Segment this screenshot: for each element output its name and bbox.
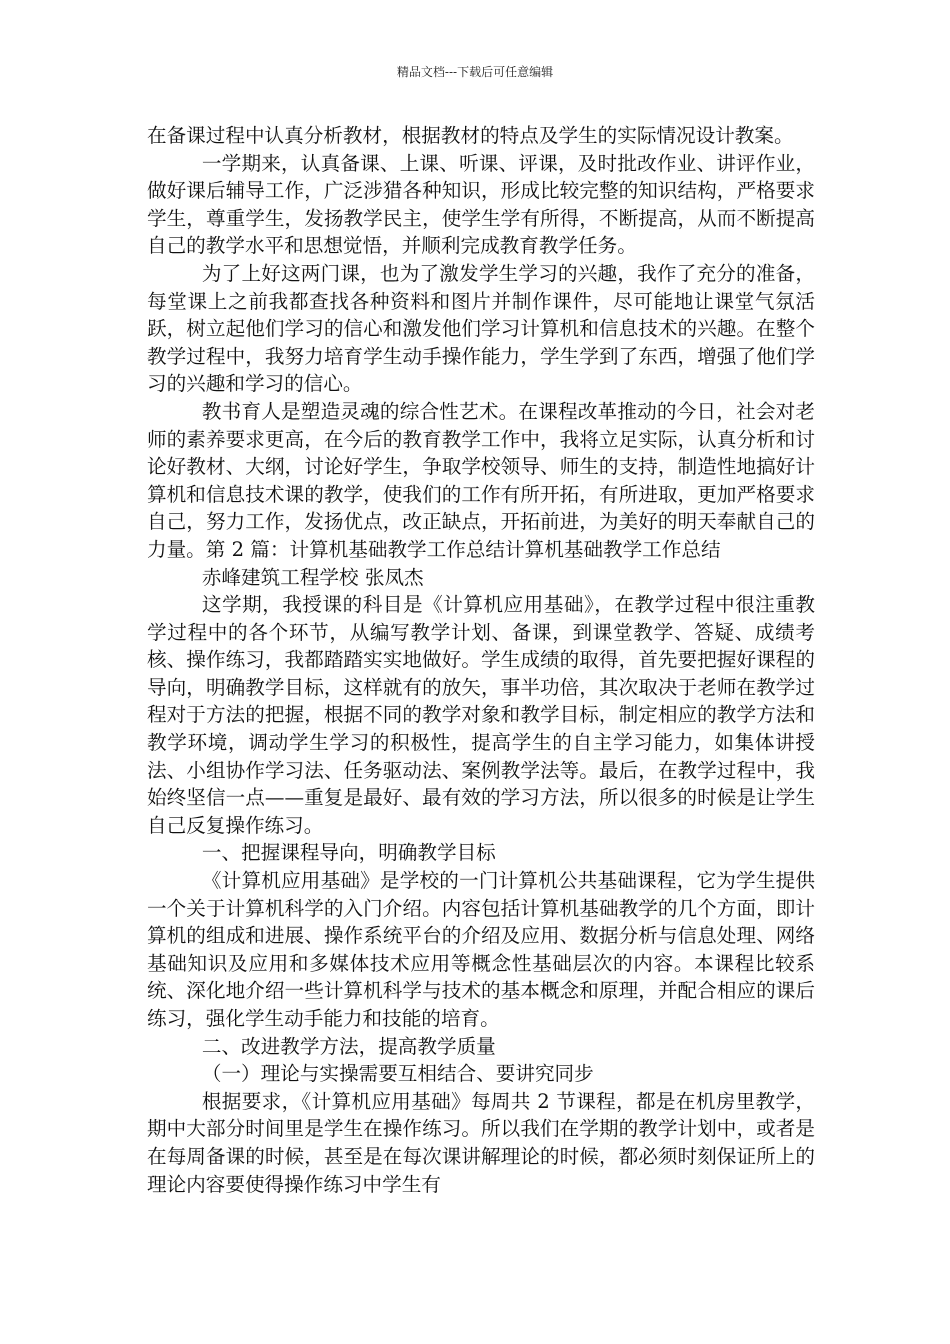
paragraph: 教书育人是塑造灵魂的综合性艺术。在课程改革推动的今日，社会对老师的素养要求更高，在今后的教育教学工作中，我将立足实际，认真分析和讨论好教材、大纲，讨论好学生，争取学校领导、师生的支持，制造性地搞好计算机和信息技术课的教学，使我们的工作有所开拓，有所进取，更加严格要求自己，努力工作，发扬优点，改正缺点，开拓前进，为美好的明天奉献自己的力量。第 2 篇：计算机基础教学工作总结计算机基础教学工作总结	[147, 399, 815, 561]
section-heading: 一、把握课程导向，明确教学目标	[201, 841, 496, 865]
subsection-heading: （一）理论与实操需要互相结合、要讲究同步	[201, 1062, 594, 1086]
paragraph: 一学期来，认真备课、上课、听课、评课，及时批改作业、讲评作业，做好课后辅导工作，广泛涉猎各种知识，形成比较完整的知识结构，严格要求学生，尊重学生，发扬教学民主，使学生学有所得，不断提高，从而不断提高自己的教学水平和思想觉悟，并顺利完成教育教学任务。	[147, 151, 815, 258]
author-line: 赤峰建筑工程学校 张凤杰	[201, 565, 424, 589]
paragraph: 根据要求，《计算机应用基础》每周共 2 节课程，都是在机房里教学，期中大部分时间里是学生在操作练习。所以我们在学期的教学计划中，或者是在每周备课的时候，甚至是在每次课讲解理论的时候，都必须时刻保证所上的理论内容要使得操作练习中学生有	[147, 1089, 815, 1196]
page-header: 精品文档---下载后可任意编辑	[396, 65, 554, 79]
paragraph: 这学期，我授课的科目是《计算机应用基础》，在教学过程中很注重教学过程中的各个环节，从编写教学计划、备课，到课堂教学、答疑、成绩考核、操作练习，我都踏踏实实地做好。学生成绩的取得，首先要把握好课程的导向，明确教学目标，这样就有的放矢，事半功倍，其次取决于老师在教学过程对于方法的把握，根据不同的教学对象和教学目标，制定相应的教学方法和教学环境，调动学生学习的积极性，提高学生的自主学习能力，如集体讲授法、小组协作学习法、任务驱动法、案例教学法等。最后，在教学过程中，我始终坚信一点——重复是最好、最有效的学习方法，所以很多的时候是让学生自己反复操作练习。	[147, 593, 815, 837]
paragraph: 在备课过程中认真分析教材，根据教材的特点及学生的实际情况设计教案。	[147, 124, 794, 147]
paragraph: 为了上好这两门课，也为了激发学生学习的兴趣，我作了充分的准备，每堂课上之前我都查找各种资料和图片并制作课件，尽可能地让课堂气氛活跃，树立起他们学习的信心和激发他们学习计算机和信息技术的兴趣。在整个教学过程中，我努力培育学生动手操作能力，学生学到了东西，增强了他们学习的兴趣和学习的信心。	[147, 261, 815, 396]
section-heading: 二、改进教学方法，提高教学质量	[201, 1034, 496, 1058]
paragraph: 《计算机应用基础》是学校的一门计算机公共基础课程，它为学生提供一个关于计算机科学的入门介绍。内容包括计算机基础教学的几个方面，即计算机的组成和进展、操作系统平台的介绍及应用、数据分析与信息处理、网络基础知识及应用和多媒体技术应用等概念性基础层次的内容。本课程比较系统、深化地介绍一些计算机科学与技术的基本概念和原理，并配合相应的课后练习，强化学生动手能力和技能的培育。	[147, 869, 815, 1030]
document-body	[147, 122, 815, 1198]
